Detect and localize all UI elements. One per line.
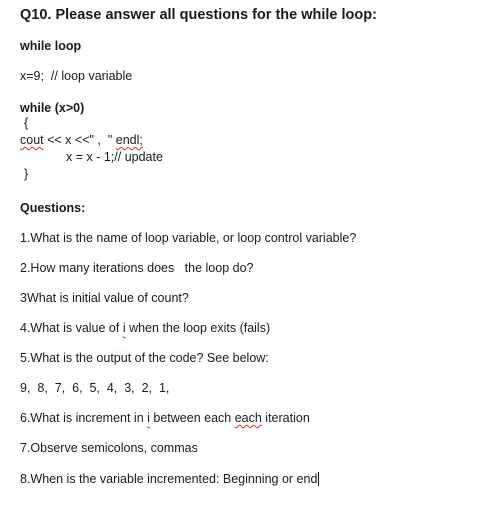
while-loop-heading: while loop — [20, 39, 82, 53]
question-2: 2.How many iterations does the loop do? — [20, 261, 254, 275]
question-5: 5.What is the output of the code? See below: — [20, 351, 269, 365]
question-title: Q10. Please answer all questions for the while loop: — [20, 7, 377, 23]
questions-heading: Questions: — [20, 201, 86, 215]
question-1: 1.What is the name of loop variable, or loop control variable? — [20, 231, 357, 245]
cout-keyword: cout — [20, 133, 44, 147]
question-7: 7.Observe semicolons, commas — [20, 441, 198, 455]
question-4: 4.What is value of i when the loop exits (fails) — [20, 321, 271, 335]
repeated-word-each: each — [234, 411, 262, 425]
question-6: 6.What is increment in i between each each iteration — [20, 411, 310, 425]
code-close-brace: } — [24, 167, 29, 181]
endl-keyword: endl; — [115, 133, 143, 147]
code-update-line: x = x - 1;// update — [66, 150, 163, 164]
text-cursor — [318, 472, 319, 486]
code-init-line: x=9; // loop variable — [20, 69, 133, 83]
question-3: 3What is initial value of count? — [20, 291, 189, 305]
question-8: 8.When is the variable incremented: Beginning or end — [20, 472, 318, 486]
code-open-brace: { — [24, 116, 29, 130]
cout-expression: << x <<" , " — [43, 133, 116, 147]
code-cout-line — [20, 134, 143, 147]
variable-i: i — [122, 321, 126, 335]
variable-i: i — [147, 411, 150, 425]
code-while-header: while (x>0) — [20, 101, 85, 115]
output-line: 9, 8, 7, 6, 5, 4, 3, 2, 1, — [20, 381, 170, 395]
